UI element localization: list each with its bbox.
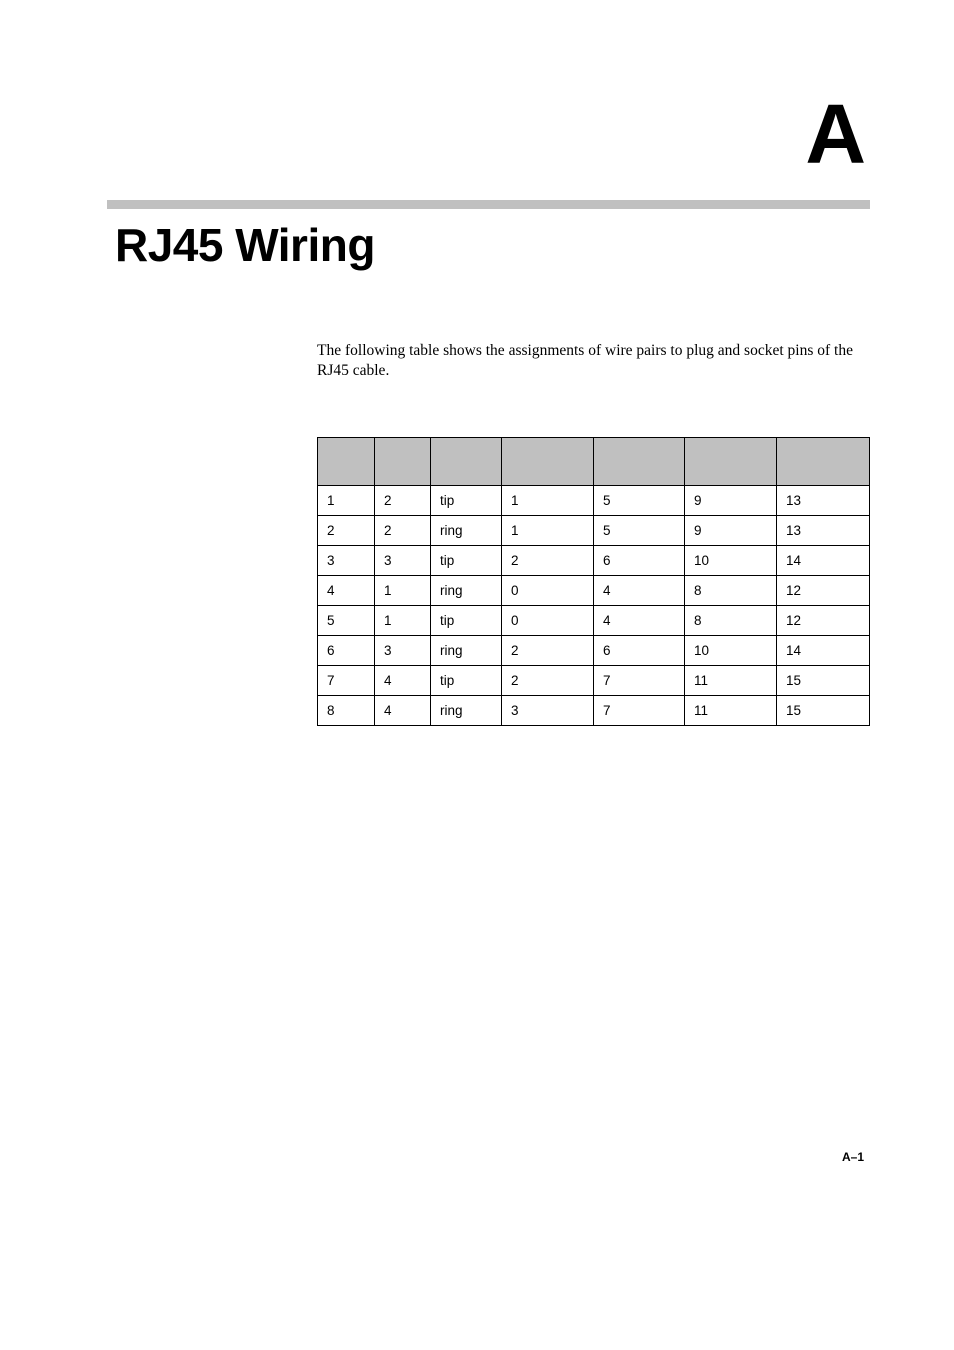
- table-cell: 14: [777, 636, 870, 666]
- intro-paragraph: The following table shows the assignments of wire pairs to plug and socket pins of the RJ45 cable.: [317, 342, 853, 379]
- table-header-cell: [594, 438, 685, 486]
- table-header-cell: [502, 438, 594, 486]
- rj45-wiring-table: [317, 437, 870, 726]
- table-cell: 1: [318, 486, 375, 516]
- table-header-cell: [375, 438, 431, 486]
- table-cell: 4: [318, 576, 375, 606]
- table-cell: ring: [431, 696, 502, 726]
- table-cell: 0: [502, 576, 594, 606]
- table-cell: 3: [318, 546, 375, 576]
- table-cell: ring: [431, 576, 502, 606]
- table-row: [318, 666, 870, 696]
- table-cell: 9: [685, 486, 777, 516]
- chapter-rule: [107, 200, 870, 209]
- table-cell: tip: [431, 486, 502, 516]
- table-cell: ring: [431, 516, 502, 546]
- table-row: [318, 576, 870, 606]
- table-cell: ring: [431, 636, 502, 666]
- table-cell: 10: [685, 636, 777, 666]
- table-cell: 2: [502, 666, 594, 696]
- table-cell: tip: [431, 666, 502, 696]
- table-cell: 3: [375, 636, 431, 666]
- table-header-row: [318, 438, 870, 486]
- table-cell: 6: [594, 636, 685, 666]
- table-cell: 2: [375, 516, 431, 546]
- table-row: [318, 486, 870, 516]
- table-cell: 2: [502, 546, 594, 576]
- table-cell: 4: [594, 606, 685, 636]
- table-row: [318, 606, 870, 636]
- table-header-cell: [431, 438, 502, 486]
- table-header-cell: [318, 438, 375, 486]
- table-header-cell: [777, 438, 870, 486]
- table-cell: 11: [685, 696, 777, 726]
- table-cell: 7: [318, 666, 375, 696]
- table-cell: 6: [594, 546, 685, 576]
- table-cell: 6: [318, 636, 375, 666]
- table-cell: 3: [502, 696, 594, 726]
- table-cell: 7: [594, 696, 685, 726]
- table-cell: 11: [685, 666, 777, 696]
- table-cell: 12: [777, 606, 870, 636]
- table-cell: 5: [318, 606, 375, 636]
- table-cell: 1: [375, 576, 431, 606]
- table-cell: 2: [318, 516, 375, 546]
- table-cell: 1: [375, 606, 431, 636]
- table-cell: 13: [777, 486, 870, 516]
- table-cell: 1: [502, 516, 594, 546]
- table-row: [318, 546, 870, 576]
- page-number: A–1: [841, 1150, 864, 1164]
- table-cell: 10: [685, 546, 777, 576]
- table-cell: 9: [685, 516, 777, 546]
- table-cell: 2: [502, 636, 594, 666]
- table-cell: 0: [502, 606, 594, 636]
- table-row: [318, 516, 870, 546]
- table-cell: 4: [375, 666, 431, 696]
- table-cell: 14: [777, 546, 870, 576]
- table-cell: 5: [594, 516, 685, 546]
- table-cell: 15: [777, 696, 870, 726]
- table-cell: 1: [502, 486, 594, 516]
- table-cell: tip: [431, 606, 502, 636]
- table-cell: 13: [777, 516, 870, 546]
- table-cell: tip: [431, 546, 502, 576]
- table-cell: 12: [777, 576, 870, 606]
- table-cell: 8: [318, 696, 375, 726]
- table-cell: 2: [375, 486, 431, 516]
- table-cell: 7: [594, 666, 685, 696]
- chapter-letter: A: [805, 87, 866, 181]
- table-cell: 4: [594, 576, 685, 606]
- table-cell: 8: [685, 576, 777, 606]
- table-cell: 8: [685, 606, 777, 636]
- table-header-cell: [685, 438, 777, 486]
- table-cell: 3: [375, 546, 431, 576]
- table-cell: 15: [777, 666, 870, 696]
- table-cell: 4: [375, 696, 431, 726]
- table-row: [318, 636, 870, 666]
- table-cell: 5: [594, 486, 685, 516]
- chapter-title: RJ45 Wiring: [115, 219, 375, 271]
- table-row: [318, 696, 870, 726]
